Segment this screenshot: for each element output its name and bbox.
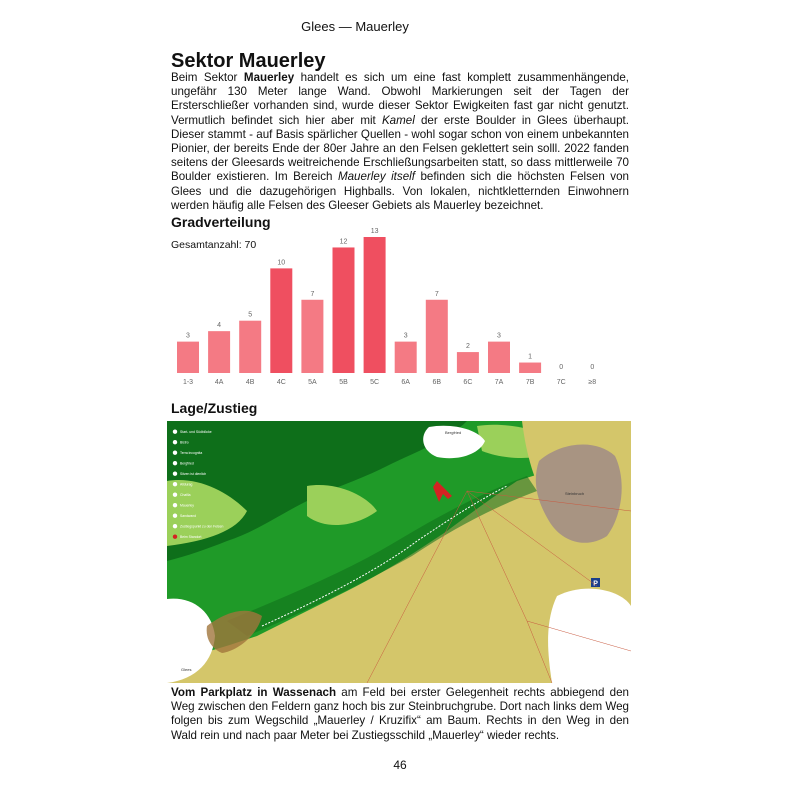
bar (270, 268, 292, 373)
bar-value-label: 0 (559, 364, 564, 371)
bar-group (301, 291, 323, 386)
bar-group (519, 354, 541, 386)
bar-value-label: 1 (528, 353, 533, 361)
bar-group (239, 312, 261, 386)
approach-map (167, 421, 631, 683)
bar (395, 342, 417, 373)
legend-marker-icon (173, 535, 177, 539)
bar (333, 247, 355, 373)
legend-label: Mauerley (180, 503, 194, 508)
legend-label: Bergfried (180, 461, 194, 466)
category-tick-label: 6C (463, 379, 473, 386)
bar-value-label: 2 (465, 343, 470, 351)
map-graphic (167, 421, 631, 683)
legend-marker-icon (173, 430, 177, 434)
grade-heading: Gradverteilung (171, 214, 271, 230)
bar-group (177, 333, 199, 386)
approach-paragraph (171, 686, 629, 743)
location-heading: Lage/Zustieg (171, 400, 258, 416)
total-count: Gesamtanzahl: 70 (171, 239, 257, 251)
bar-value-label: 10 (277, 259, 286, 267)
approach-text: am Feld bei erster Gelegenheit rechts abbiegend den Weg zwischen den Feldern ganz hoch bis zur Steinbruchgrube. Dort nach links dem Weg folgen bis zum Wegschild „Mauerley / Kruzifix“ am Baum. Rechts in den Weg in den Wald rein und nach paar Meter bei Zustiegsschild „Mauerley“ wieder rechts. (171, 686, 629, 742)
bar-value-label: 5 (248, 311, 253, 319)
category-tick-label: 7B (525, 379, 535, 386)
intro-text: Beim Sektor (171, 71, 244, 84)
bar (301, 300, 323, 373)
bergfried-label: Bergfried (445, 430, 462, 435)
bar-group (557, 364, 566, 386)
bar-group (488, 333, 510, 386)
bar-group (588, 364, 596, 386)
bar-group (457, 343, 479, 386)
glees-label: Glees (181, 667, 192, 672)
category-tick-label: 1-3 (182, 379, 194, 386)
legend-label: Sitzen ist dienlich (180, 472, 207, 476)
page-number: 46 (393, 758, 407, 772)
legend-label: Start- und Südblöcke (180, 430, 212, 434)
category-tick-label: 7A (494, 379, 504, 386)
legend-marker-icon (173, 461, 177, 465)
category-tick-label: 6A (401, 379, 410, 386)
category-tick-label: 5C (370, 379, 380, 386)
intro-text: handelt es sich um eine fast komplett zusammenhängende, ungefähr 130 Meter lange Wand. Obwohl Markierungen seit der Tagen der Ersterschließer vorhanden sind, wurde dieser Sektor Ewigkeiten fast gar nicht genutzt. Vermutlich befindet sich hier aber mit (171, 71, 629, 127)
legend-label: Beim Standort (180, 535, 202, 539)
bar-value-label: 12 (339, 238, 348, 246)
category-tick-label: 6B (432, 379, 442, 386)
map-village-wassenach (548, 589, 631, 683)
legend-marker-icon (173, 451, 177, 455)
bar (208, 331, 230, 373)
bar-value-label: 7 (310, 290, 315, 298)
bar (177, 342, 199, 373)
intro-text: befinden sich die höchsten Felsen von Glees und die dazugehörigen Highballs. Von lokalen, nichtkletternden Einwohnern werden häufig alle Felsen des Gleeser Gebiets als Mauerley bezeichnet. (171, 170, 629, 212)
running-header: Glees — Mauerley (301, 19, 409, 34)
category-tick-label: 7C (556, 379, 566, 386)
intro-bold: Mauerley (243, 71, 295, 84)
category-tick-label: 4A (214, 379, 224, 386)
legend-label: Alldurag (180, 482, 193, 487)
bar-group (208, 322, 230, 386)
bar (239, 321, 261, 373)
intro-paragraph (171, 71, 629, 213)
bar-value-label: 13 (370, 228, 379, 235)
bar-value-label: 7 (434, 290, 439, 298)
bar-group (426, 291, 448, 386)
page-title: Sektor Mauerley (171, 50, 326, 72)
intro-italic: Mauerley itself (337, 170, 415, 184)
bar-value-label: 4 (217, 322, 222, 330)
intro-text: der erste Boulder in Glees überhaupt. Dieser stammt - auf Basis spärlicher Quellen - wohl sogar schon von einem unbekannten Pionier, der bereits Ende der 80er Jahre an den Felsen geklettert sein solll. 2022 fanden seitens der Gleesards weitreichende Erschließungsarbeiten statt, so dass mittlerweile 70 Boulder existieren. Im Bereich (171, 113, 629, 184)
legend-label: Zustiegspunkt zu den Felsen (180, 524, 224, 529)
legend-label: Chafila (180, 493, 191, 497)
legend-label: Terra incognita (180, 451, 203, 455)
intro-italic: Kamel (381, 113, 415, 127)
legend-marker-icon (173, 503, 177, 507)
bar-value-label: 0 (590, 364, 595, 371)
bar (457, 352, 479, 373)
bar (426, 300, 448, 373)
bar-group (364, 228, 386, 386)
legend-marker-icon (173, 524, 177, 528)
legend-marker-icon (173, 493, 177, 497)
bar-value-label: 3 (403, 332, 408, 340)
legend-label: Bistro (180, 440, 189, 445)
bar (488, 342, 510, 373)
legend-marker-icon (173, 440, 177, 444)
quarry-label: Steinbruch (565, 491, 585, 496)
category-tick-label: 5B (339, 379, 348, 386)
bar-group (395, 333, 417, 386)
category-tick-label: 4B (245, 379, 255, 386)
approach-bold: Vom Parkplatz in Wassenach (171, 686, 337, 699)
category-tick-label: 4C (276, 379, 286, 386)
bar (519, 363, 541, 373)
bar (364, 237, 386, 373)
parking-label: P (593, 580, 598, 588)
legend-marker-icon (173, 472, 177, 476)
bar-value-label: 3 (497, 332, 501, 340)
category-tick-label: ≥8 (588, 379, 597, 386)
legend-marker-icon (173, 482, 177, 486)
bar-value-label: 3 (186, 332, 190, 340)
category-tick-label: 5A (308, 379, 317, 386)
legend-marker-icon (173, 514, 177, 518)
bar-group (270, 259, 292, 386)
grade-chart (171, 228, 631, 393)
legend-label: Sandwand (180, 514, 197, 518)
bar-group (333, 238, 355, 386)
